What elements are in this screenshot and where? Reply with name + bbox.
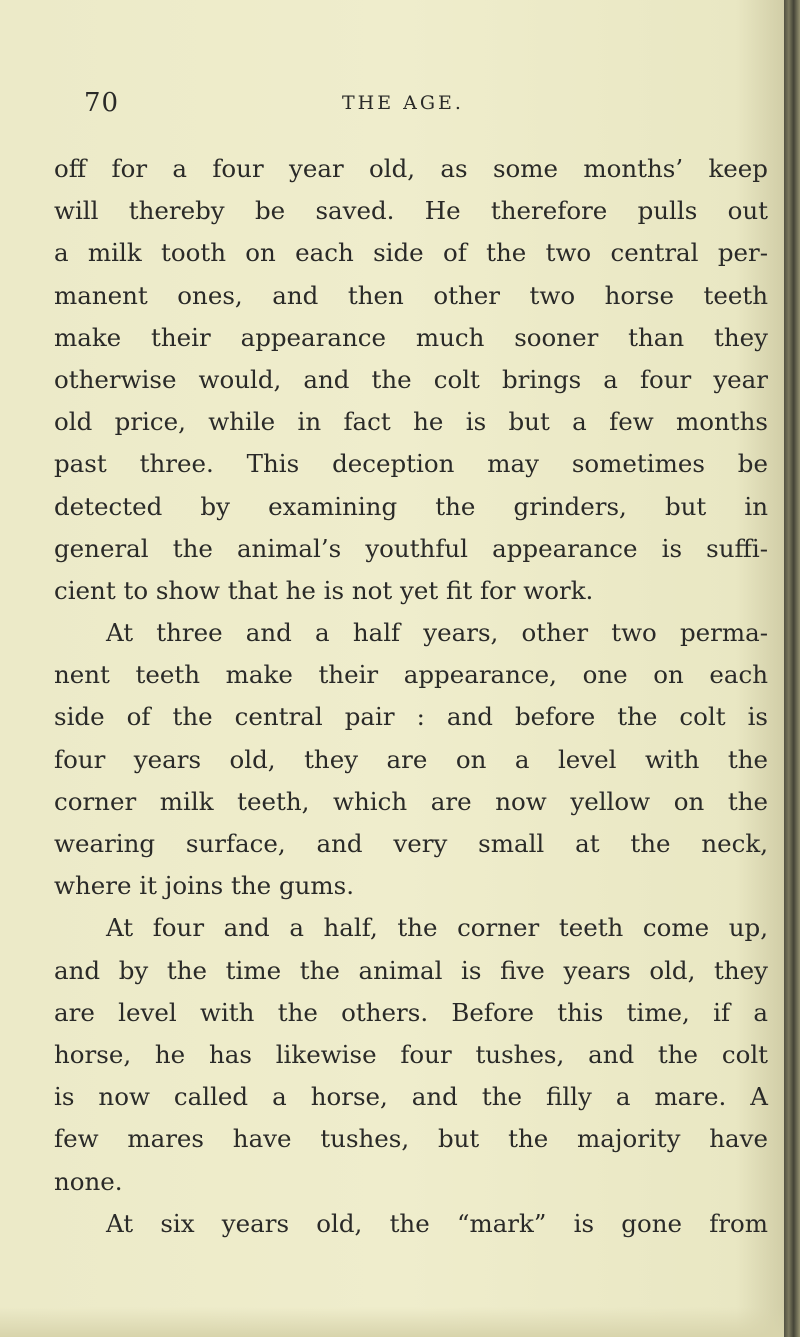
page-number: 70 bbox=[84, 88, 120, 118]
text-line: horse, he has likewise four tushes, and the colt bbox=[54, 1039, 768, 1069]
body-text bbox=[54, 148, 768, 1245]
text-line: off for a four year old, as some months’ keep bbox=[54, 154, 768, 183]
text-line: few mares have tushes, but the majority have bbox=[54, 1124, 768, 1154]
text-line: past three. This deception may sometimes be bbox=[54, 449, 768, 479]
text-line: a milk tooth on each side of the two central per- bbox=[54, 238, 768, 268]
text-line: At four and a half, the corner teeth come up, bbox=[106, 913, 768, 943]
text-line: four years old, they are on a level with the bbox=[54, 744, 768, 774]
book-spine-edge bbox=[784, 0, 800, 1337]
text-line: At three and a half years, other two perma- bbox=[106, 618, 768, 648]
text-line: corner milk teeth, which are now yellow on the bbox=[54, 786, 768, 816]
text-line: and by the time the animal is five years old, they bbox=[54, 955, 768, 985]
text-line: general the animal’s youthful appearance is suffi- bbox=[54, 533, 768, 563]
text-line: wearing surface, and very small at the neck, bbox=[54, 829, 768, 858]
text-line: nent teeth make their appearance, one on each bbox=[54, 660, 768, 690]
page-bottom-edge bbox=[0, 1307, 800, 1337]
text-line: otherwise would, and the colt brings a four year bbox=[54, 364, 768, 394]
running-head: THE AGE. bbox=[342, 92, 464, 114]
text-line: make their appearance much sooner than they bbox=[54, 322, 768, 352]
page-header bbox=[84, 88, 764, 128]
text-line: are level with the others. Before this time, if a bbox=[54, 997, 768, 1027]
text-line: none. bbox=[54, 1166, 123, 1196]
text-line: will thereby be saved. He therefore pulls out bbox=[54, 196, 768, 226]
text-line: where it joins the gums. bbox=[54, 871, 355, 901]
text-line: detected by examining the grinders, but in bbox=[54, 491, 768, 521]
text-line: cient to show that he is not yet fit for work. bbox=[54, 575, 594, 605]
text-line: old price, while in fact he is but a few months bbox=[54, 407, 768, 437]
text-line: is now called a horse, and the filly a mare. A bbox=[54, 1082, 768, 1112]
text-line: manent ones, and then other two horse teeth bbox=[54, 280, 768, 310]
text-line: side of the central pair : and before the colt is bbox=[54, 702, 768, 732]
text-line: At six years old, the “mark” is gone from bbox=[106, 1208, 768, 1238]
